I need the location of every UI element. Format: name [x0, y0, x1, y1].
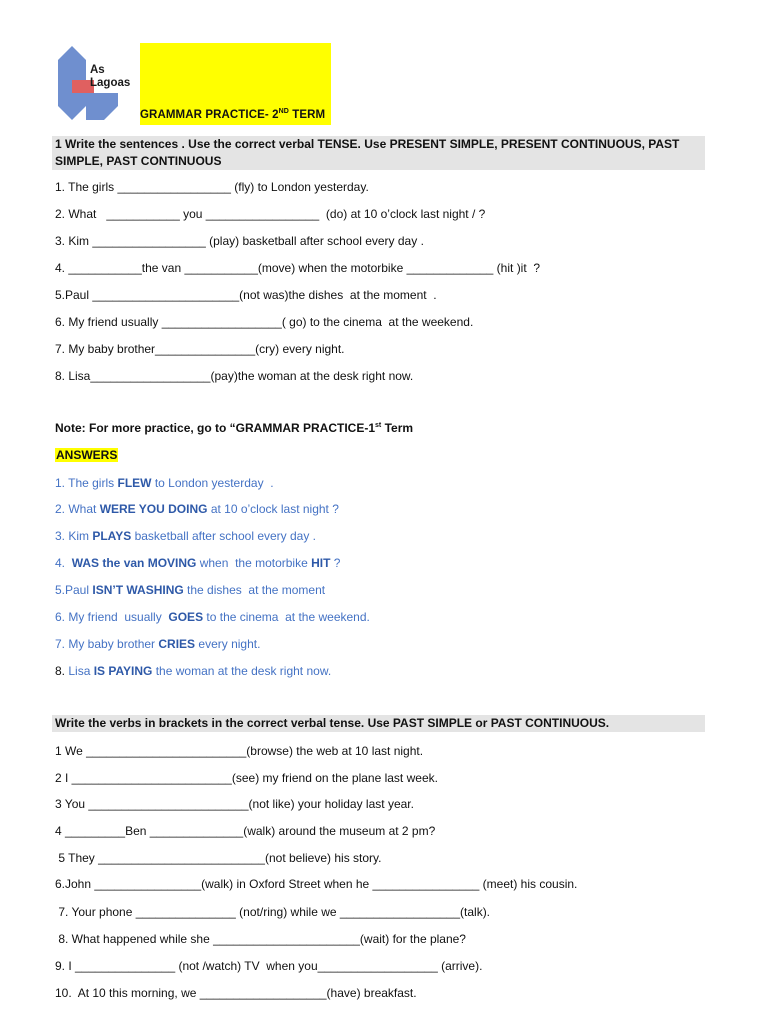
- exercise1-item: 3. Kim _________________ (play) basketball after school every day .: [55, 234, 424, 248]
- exercise2-item: 7. Your phone _______________ (not/ring) while we __________________(talk).: [55, 905, 491, 919]
- exercise1-item: 5.Paul ______________________(not was)the dishes at the moment .: [55, 288, 437, 302]
- exercise1-item: 8. Lisa__________________(pay)the woman at the desk right now.: [55, 369, 414, 383]
- answer-item: 5.Paul ISN’T WASHING the dishes at the moment: [55, 583, 326, 597]
- answer-item: 7. My baby brother CRIES every night.: [55, 637, 261, 651]
- exercise2-item: 3 You ________________________(not like) your holiday last year.: [55, 797, 414, 811]
- page-title: GRAMMAR PRACTICE- 2ND TERM: [140, 108, 326, 121]
- exercise1-item: 4. ___________the van ___________(move) when the motorbike _____________ (hit )it ?: [55, 261, 541, 275]
- exercise2-item: 6.John ________________(walk) in Oxford Street when he ________________ (meet) his cousin.: [55, 877, 578, 891]
- exercise2-item: 9. I _______________ (not /watch) TV when you__________________ (arrive).: [55, 959, 483, 973]
- answers-label: ANSWERS: [56, 448, 118, 462]
- exercise1-item: 1. The girls _________________ (fly) to London yesterday.: [55, 180, 369, 194]
- exercise1-item: 2. What ___________ you _________________ (do) at 10 o’clock last night / ?: [55, 207, 486, 221]
- answer-item: 4. WAS the van MOVING when the motorbike HIT ?: [55, 556, 341, 570]
- section1-instruction: 1 Write the sentences . Use the correct verbal TENSE. Use PRESENT SIMPLE, PRESENT CONTINUOUS, PAST SIMPLE, PAST CONTINUOUS: [52, 136, 705, 170]
- exercise2-item: 4 _________Ben ______________(walk) around the museum at 2 pm?: [55, 824, 436, 838]
- exercise2-item: 8. What happened while she ______________________(wait) for the plane?: [55, 932, 466, 946]
- section2-instruction: Write the verbs in brackets in the correct verbal tense. Use PAST SIMPLE or PAST CONTINUOUS.: [52, 715, 705, 732]
- answer-item: 8. Lisa IS PAYING the woman at the desk right now.: [55, 664, 332, 678]
- exercise2-item: 1 We ________________________(browse) the web at 10 last night.: [55, 744, 424, 758]
- answer-item: 6. My friend usually GOES to the cinema at the weekend.: [55, 610, 370, 624]
- exercise2-item: 5 They _________________________(not believe) his story.: [55, 851, 382, 865]
- practice-note: Note: For more practice, go to “GRAMMAR PRACTICE-1st Term: [55, 421, 414, 435]
- exercise1-item: 7. My baby brother_______________(cry) every night.: [55, 342, 345, 356]
- answer-item: 2. What WERE YOU DOING at 10 o’clock last night ?: [55, 502, 339, 516]
- answer-item: 3. Kim PLAYS basketball after school every day .: [55, 529, 317, 543]
- logo-text: As Lagoas: [90, 64, 131, 89]
- exercise2-item: 10. At 10 this morning, we ___________________(have) breakfast.: [55, 986, 417, 1000]
- school-logo: [56, 44, 140, 122]
- exercise2-item: 2 I ________________________(see) my friend on the plane last week.: [55, 771, 438, 785]
- answer-item: 1. The girls FLEW to London yesterday .: [55, 476, 274, 490]
- exercise1-item: 6. My friend usually __________________( go) to the cinema at the weekend.: [55, 315, 474, 329]
